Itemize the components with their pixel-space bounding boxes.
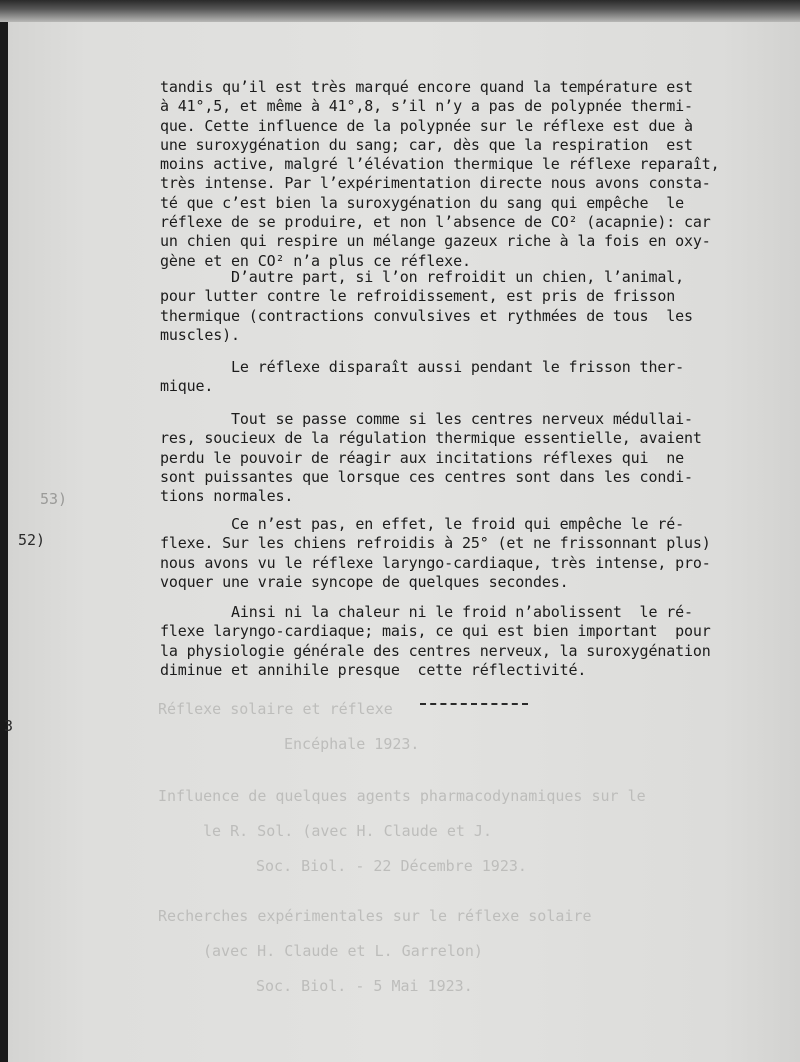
- text-line: gène et en CO² n’a plus ce réflexe.: [160, 251, 471, 270]
- bleed-through-line: Réflexe solaire et réflexe: [158, 700, 393, 718]
- text-line: Ce n’est pas, en effet, le froid qui empêche le ré-: [160, 515, 684, 533]
- paragraph-6: [160, 603, 780, 680]
- bleed-through-line: Influence de quelques agents pharmacodynamiques sur le: [158, 787, 646, 805]
- text-line: très intense. Par l’expérimentation directe nous avons consta-: [160, 174, 711, 193]
- text-line: mique.: [160, 377, 214, 396]
- margin-mark: 52): [18, 531, 46, 549]
- text-line: thermique (contractions convulsives et rythmées de tous les: [160, 306, 693, 325]
- text-line: flexe laryngo-cardiaque; mais, ce qui est bien important pour: [160, 622, 711, 641]
- text-line: D’autre part, si l’on refroidit un chien, l’animal,: [160, 268, 684, 286]
- margin-mark: 53): [40, 490, 68, 508]
- text-line: réflexe de se produire, et non l’absence de CO² (acapnie): car: [160, 213, 711, 232]
- scan-top-edge: [0, 0, 800, 22]
- text-line: la physiologie générale des centres nerveux, la suroxygénation: [160, 641, 711, 660]
- text-line: sont puissantes que lorsque ces centres sont dans les condi-: [160, 467, 693, 486]
- bleed-through-line: Soc. Biol. - 22 Décembre 1923.: [256, 857, 527, 875]
- section-divider: [420, 703, 528, 705]
- paragraph-3: [160, 358, 780, 397]
- text-line: Ainsi ni la chaleur ni le froid n’abolissent le ré-: [160, 603, 693, 621]
- paragraph-5: [160, 515, 780, 592]
- paragraph-2: [160, 268, 780, 345]
- text-line: une suroxygénation du sang; car, dès que la respiration est: [160, 135, 693, 154]
- bleed-through-line: Soc. Biol. - 5 Mai 1923.: [256, 977, 473, 995]
- bleed-through-line: Encéphale 1923.: [284, 735, 420, 753]
- text-line: que. Cette influence de la polypnée sur le réflexe est due à: [160, 116, 693, 135]
- text-line: tions normales.: [160, 487, 294, 506]
- text-line: Tout se passe comme si les centres nerveux médullai-: [160, 410, 693, 428]
- text-line: res, soucieux de la régulation thermique essentielle, avaient: [160, 429, 702, 448]
- text-line: diminue et annihile presque cette réflectivité.: [160, 660, 587, 679]
- paragraph-4: [160, 410, 780, 506]
- text-line: voquer une vraie syncope de quelques secondes.: [160, 572, 569, 591]
- text-line: pour lutter contre le refroidissement, est pris de frisson: [160, 287, 676, 306]
- text-line: moins active, malgré l’élévation thermique le réflexe reparaît,: [160, 155, 720, 174]
- bleed-through-line: le R. Sol. (avec H. Claude et J.: [203, 822, 492, 840]
- text-line: à 41°,5, et même à 41°,8, s’il n’y a pas de polypnée thermi-: [160, 97, 693, 116]
- text-line: Le réflexe disparaît aussi pendant le frisson ther-: [160, 358, 684, 376]
- text-line: tandis qu’il est très marqué encore quand la température est: [160, 78, 693, 96]
- text-line: nous avons vu le réflexe laryngo-cardiaque, très intense, pro-: [160, 553, 711, 572]
- scan-left-edge: [0, 0, 8, 1062]
- text-line: té que c’est bien la suroxygénation du sang qui empêche le: [160, 193, 684, 212]
- bleed-through-line: Recherches expérimentales sur le réflexe solaire: [158, 907, 592, 925]
- margin-mark: 3: [4, 717, 14, 735]
- text-line: perdu le pouvoir de réagir aux incitations réflexes qui ne: [160, 448, 684, 467]
- text-line: muscles).: [160, 325, 240, 344]
- paragraph-1: [160, 78, 780, 271]
- document-page: [4, 0, 800, 1062]
- text-line: flexe. Sur les chiens refroidis à 25° (et ne frissonnant plus): [160, 534, 711, 553]
- bleed-through-line: (avec H. Claude et L. Garrelon): [203, 942, 483, 960]
- text-line: un chien qui respire un mélange gazeux riche à la fois en oxy-: [160, 232, 711, 251]
